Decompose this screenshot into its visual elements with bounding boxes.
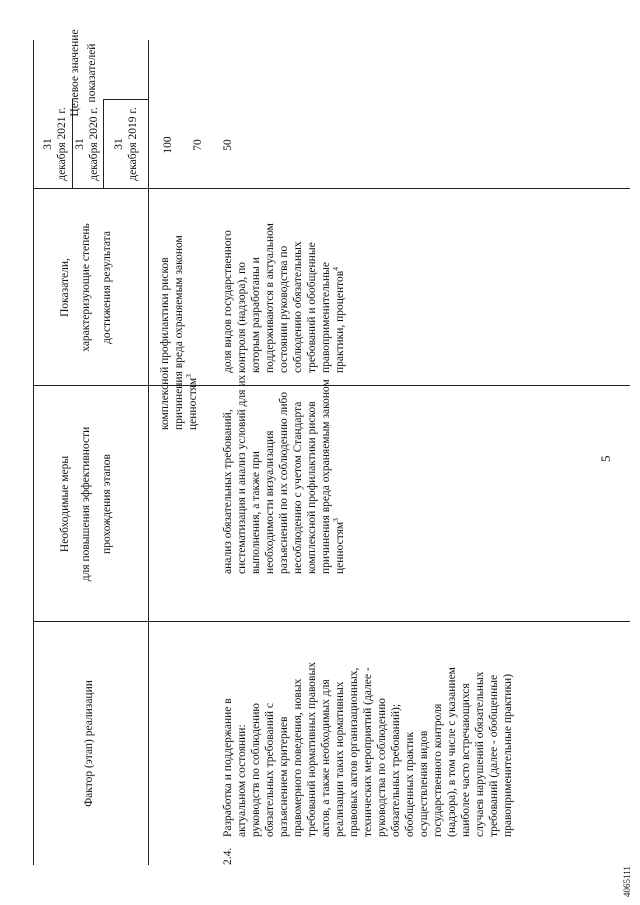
header-factor: Фактор (этап) реализации — [83, 680, 95, 807]
header-target-line: Целевое значение — [69, 29, 81, 117]
indicators-line: контроля (надзора), по — [236, 262, 248, 373]
factor-line: правовых актов организационных, — [348, 667, 360, 837]
measures-line: комплексной профилактики рисков — [306, 401, 318, 574]
factor-line: разъяснением критериев — [278, 716, 290, 837]
date-day: 31 — [42, 138, 54, 150]
footnote-marker: 3 — [184, 374, 194, 378]
header-measures-line: для повышения эффективности — [80, 426, 92, 582]
measures-text: ценностям — [334, 521, 346, 574]
col-divider-factor-measures — [33, 621, 630, 622]
indicators-line: правоприменительные — [320, 262, 332, 373]
factor-line: государственного контроля — [432, 703, 444, 837]
date-month-year — [127, 99, 141, 189]
continuation-line: причинения вреда охраняемым законом — [173, 235, 185, 430]
indicators-line: требований и обобщенные — [306, 242, 318, 373]
date-month-year — [88, 99, 102, 189]
value-2019: 50 — [222, 139, 234, 151]
date-divider-1 — [103, 99, 104, 189]
factor-line: актуальном состоянии: — [236, 724, 248, 837]
header-indicators-line: характеризующие степень — [80, 223, 92, 352]
indicators-line: поддерживаются в актуальном — [264, 223, 276, 373]
factor-line: правоприменительные практики) — [502, 673, 514, 837]
footnote-marker: 3 — [331, 518, 341, 522]
continuation-line — [184, 374, 201, 430]
factor-line: обязательных требований); — [390, 703, 402, 837]
page-number: 5 — [598, 455, 613, 462]
value-2020: 70 — [192, 139, 204, 151]
indicators-line: соблюдению обязательных — [292, 241, 304, 373]
factor-line: обязательных требований с — [264, 702, 276, 837]
factor-line: актов, а также необходимых для — [320, 679, 332, 837]
factor-line: случаев нарушений обязательных — [474, 671, 486, 837]
measures-line: разъяснений по их соблюдению либо — [278, 391, 290, 574]
header-measures-line: прохождения этапов — [101, 454, 113, 554]
factor-line: реализации таких нормативных — [334, 681, 346, 837]
factor-line: правомерного поведения, новых — [292, 678, 304, 837]
factor-line: обобщенных практик — [404, 731, 416, 837]
table-top-border — [33, 40, 34, 865]
factor-line: (надзора), в том числе с указанием — [446, 667, 458, 837]
header-indicators-line: достижения результата — [101, 231, 113, 344]
indicators-line: состоянии руководства по — [278, 245, 290, 373]
measures-line: выполнения, а также при — [250, 451, 262, 574]
factor-line: наиболее часто встречающихся — [460, 683, 472, 837]
measures-line: причинения вреда охраняемым законом — [320, 379, 332, 574]
factor-line: руководств по соблюдению — [250, 703, 262, 837]
indicators-line — [331, 267, 348, 373]
factor-line: руководства по соблюдению — [376, 698, 388, 837]
header-bottom-border — [148, 40, 149, 865]
continuation-line: комплексной профилактики рисков — [159, 257, 171, 430]
date-month: декабря — [127, 142, 139, 181]
measures-line: несоблюдению с учетом Стандарта — [292, 401, 304, 574]
indicators-line: доля видов государственного — [222, 230, 234, 373]
date-day: 31 — [74, 138, 86, 150]
factor-line: технических мероприятий (далее - — [362, 667, 374, 837]
measures-line — [331, 518, 348, 574]
factor-line: требований (далее - обобщенные — [488, 674, 500, 837]
date-month-year — [56, 99, 70, 189]
row-number: 2.4. — [222, 847, 234, 865]
measures-line: систематизация и анализ условий для их — [236, 374, 248, 574]
measures-line: анализ обязательных требований, — [222, 409, 234, 574]
factor-line: требований нормативных правовых — [306, 662, 318, 837]
indicators-text: практики, процентов — [334, 270, 346, 373]
indicators-line: которым разработаны и — [250, 257, 262, 373]
footnote-marker: 4 — [331, 267, 341, 271]
header-target-line: показателей — [86, 43, 98, 103]
document-code: 4065111 — [622, 866, 632, 897]
date-month: декабря — [56, 142, 68, 181]
factor-line: Разработка и поддержание в — [222, 698, 234, 837]
date-month: декабря — [88, 142, 100, 181]
date-year: 2020 г. — [88, 107, 100, 140]
measures-line: необходимости визуализация — [264, 430, 276, 574]
date-day: 31 — [113, 138, 125, 150]
header-measures-line: Необходимые меры — [59, 455, 71, 553]
date-year: 2021 г. — [56, 107, 68, 140]
target-subheader-line — [33, 40, 34, 99]
header-indicators-line: Показатели, — [59, 258, 71, 317]
date-year: 2019 г. — [127, 107, 139, 140]
continuation-text: ценностям — [187, 377, 199, 430]
value-2021: 100 — [162, 136, 174, 154]
factor-line: осуществления видов — [418, 730, 430, 837]
